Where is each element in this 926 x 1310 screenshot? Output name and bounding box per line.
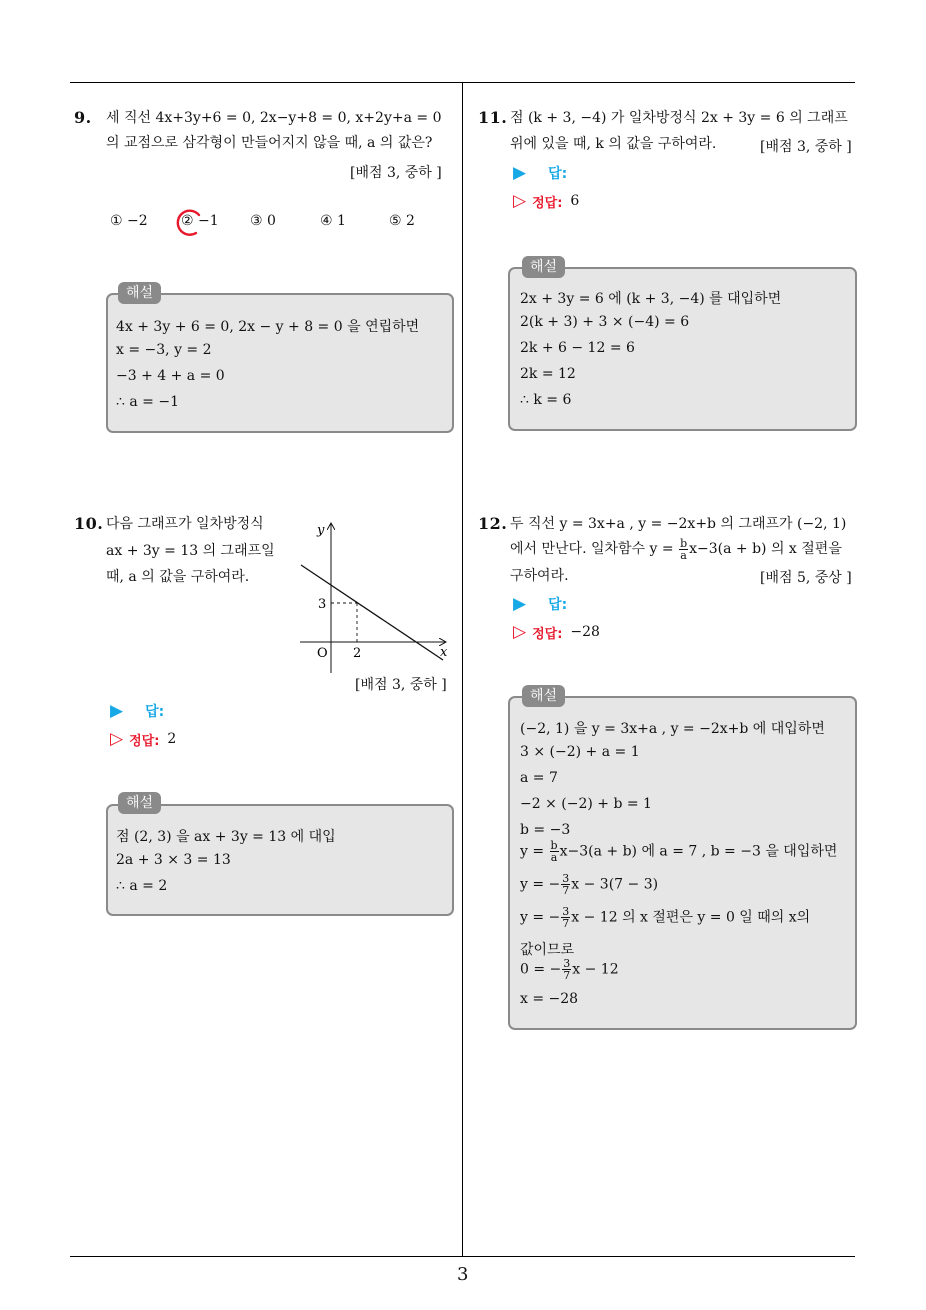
question-12-line2: 에서 만난다. 일차함수 y = $\frac{b}{a}$ x−3(a + b) 의 x 절편을 xyxy=(510,536,842,562)
choice-1[interactable]: ① −2 xyxy=(110,213,148,229)
play-outline-icon: ▷ xyxy=(513,622,527,642)
q12-solution-line: 0 = − $\frac{3}{7}$ x − 12 xyxy=(520,957,619,982)
question-10-meta: [배점 3, 중하 ] xyxy=(355,677,447,693)
q10-solution-line: 점 (2, 3) 을 ax + 3y = 13 에 대입 xyxy=(116,829,336,845)
q10-solution-line: 2a + 3 × 3 = 13 xyxy=(116,852,231,868)
q12-solution-line: a = 7 xyxy=(520,770,558,786)
y-tick-label: 3 xyxy=(318,597,327,612)
correct-label: 정답: xyxy=(129,733,160,749)
page-number: 3 xyxy=(457,1264,469,1285)
y-axis-label: y xyxy=(317,523,325,538)
q11-solution-line: 2k = 12 xyxy=(520,366,576,382)
question-10-number: 10. xyxy=(74,514,104,533)
play-outline-icon: ▷ xyxy=(110,729,124,749)
play-icon: ▶ xyxy=(110,701,124,721)
question-9-line1: 세 직선 4x+3y+6 = 0, 2x−y+8 = 0, x+2y+a = 0 xyxy=(106,110,442,126)
fraction: $\frac{b}{a}$ xyxy=(550,839,558,864)
answer-label: 답: xyxy=(145,704,165,720)
play-icon: ▶ xyxy=(513,594,527,614)
q10-correct-row xyxy=(110,729,176,749)
choice-3[interactable]: ③ 0 xyxy=(250,213,276,229)
q11-correct-row xyxy=(513,191,579,211)
fraction: $\frac{3}{7}$ xyxy=(563,957,571,982)
q9-solution-line: ∴ a = −1 xyxy=(116,394,179,410)
q12-solution-line: y = − $\frac{3}{7}$ x − 3(7 − 3) xyxy=(520,872,659,897)
q12-answer-row xyxy=(513,594,647,614)
correct-value: 2 xyxy=(167,731,177,747)
question-10-line3: 때, a 의 값을 구하여라. xyxy=(106,569,250,585)
fraction: $\frac{3}{7}$ xyxy=(562,872,570,897)
q12-solution-line: x = −28 xyxy=(520,991,579,1007)
fraction: $\frac{3}{7}$ xyxy=(562,905,570,930)
q11-solution-line: ∴ k = 6 xyxy=(520,392,572,408)
q12-solution-line: b = −3 xyxy=(520,822,571,838)
column-divider xyxy=(462,82,463,1257)
correct-value: −28 xyxy=(570,624,600,640)
play-outline-icon: ▷ xyxy=(513,191,527,211)
answer-label: 답: xyxy=(548,597,568,613)
correct-value: 6 xyxy=(570,193,580,209)
question-12-number: 12. xyxy=(478,514,508,533)
question-10-line1: 다음 그래프가 일차방정식 xyxy=(106,516,264,532)
q10-solution-tab: 해설 xyxy=(118,792,161,814)
answer-label: 답: xyxy=(548,166,568,182)
correct-label: 정답: xyxy=(532,195,563,211)
q9-solution-tab: 해설 xyxy=(118,282,161,304)
q10-answer-row xyxy=(110,701,244,721)
question-12-line3: 구하여라. xyxy=(510,568,569,584)
q12-solution-line: −2 × (−2) + b = 1 xyxy=(520,796,652,812)
question-9-number: 9. xyxy=(74,108,92,127)
x-tick-label: 2 xyxy=(353,646,362,661)
q9-solution-box xyxy=(106,293,454,433)
q12-solution-line: y = $\frac{b}{a}$ x−3(a + b) 에 a = 7 , b = −3 을 대입하면 xyxy=(520,839,838,864)
question-9-meta: [배점 3, 중하 ] xyxy=(350,165,442,181)
question-12-line1: 두 직선 y = 3x+a , y = −2x+b 의 그래프가 (−2, 1) xyxy=(510,516,847,532)
question-10-line2: ax + 3y = 13 의 그래프일 xyxy=(106,543,275,559)
choice-5[interactable]: ⑤ 2 xyxy=(389,213,415,229)
selected-answer-circle xyxy=(172,206,204,238)
q12-solution-line: (−2, 1) 을 y = 3x+a , y = −2x+b 에 대입하면 xyxy=(520,721,825,737)
q12-solution-line: 값이므로 xyxy=(520,942,575,958)
q9-solution-line: x = −3, y = 2 xyxy=(116,342,212,358)
x-axis-label: x xyxy=(440,645,448,660)
choice-4[interactable]: ④ 1 xyxy=(320,213,346,229)
q10-solution-line: ∴ a = 2 xyxy=(116,878,168,894)
question-11-line2: 위에 있을 때, k 의 값을 구하여라. xyxy=(510,136,717,152)
question-9-line2: 의 교점으로 삼각형이 만들어지지 않을 때, a 의 값은? xyxy=(106,135,433,151)
q12-solution-line: y = − $\frac{3}{7}$ x − 12 의 x 절편은 y = 0 일 때의 x의 xyxy=(520,905,811,930)
choice-2[interactable]: ② −1 xyxy=(181,213,219,229)
origin-label: O xyxy=(317,646,328,661)
correct-label: 정답: xyxy=(532,626,563,642)
q11-solution-line: 2x + 3y = 6 에 (k + 3, −4) 를 대입하면 xyxy=(520,291,782,307)
q12-correct-row xyxy=(513,622,600,642)
q11-solution-line: 2(k + 3) + 3 × (−4) = 6 xyxy=(520,314,690,330)
q9-solution-line: −3 + 4 + a = 0 xyxy=(116,368,225,384)
q11-solution-tab: 해설 xyxy=(522,256,565,278)
q12-solution-line: 3 × (−2) + a = 1 xyxy=(520,744,640,760)
q9-solution-line: 4x + 3y + 6 = 0, 2x − y + 8 = 0 을 연립하면 xyxy=(116,319,420,335)
question-11-line1: 점 (k + 3, −4) 가 일차방정식 2x + 3y = 6 의 그래프 xyxy=(510,110,848,126)
q12-solution-tab: 해설 xyxy=(522,685,565,707)
play-icon: ▶ xyxy=(513,163,527,183)
q11-solution-line: 2k + 6 − 12 = 6 xyxy=(520,340,635,356)
fraction: $\frac{b}{a}$ xyxy=(680,536,688,562)
question-12-meta: [배점 5, 중상 ] xyxy=(760,570,852,586)
question-11-number: 11. xyxy=(478,108,508,127)
q10-graph xyxy=(295,518,455,678)
question-11-meta: [배점 3, 중하 ] xyxy=(760,139,852,155)
q11-answer-row xyxy=(513,163,647,183)
